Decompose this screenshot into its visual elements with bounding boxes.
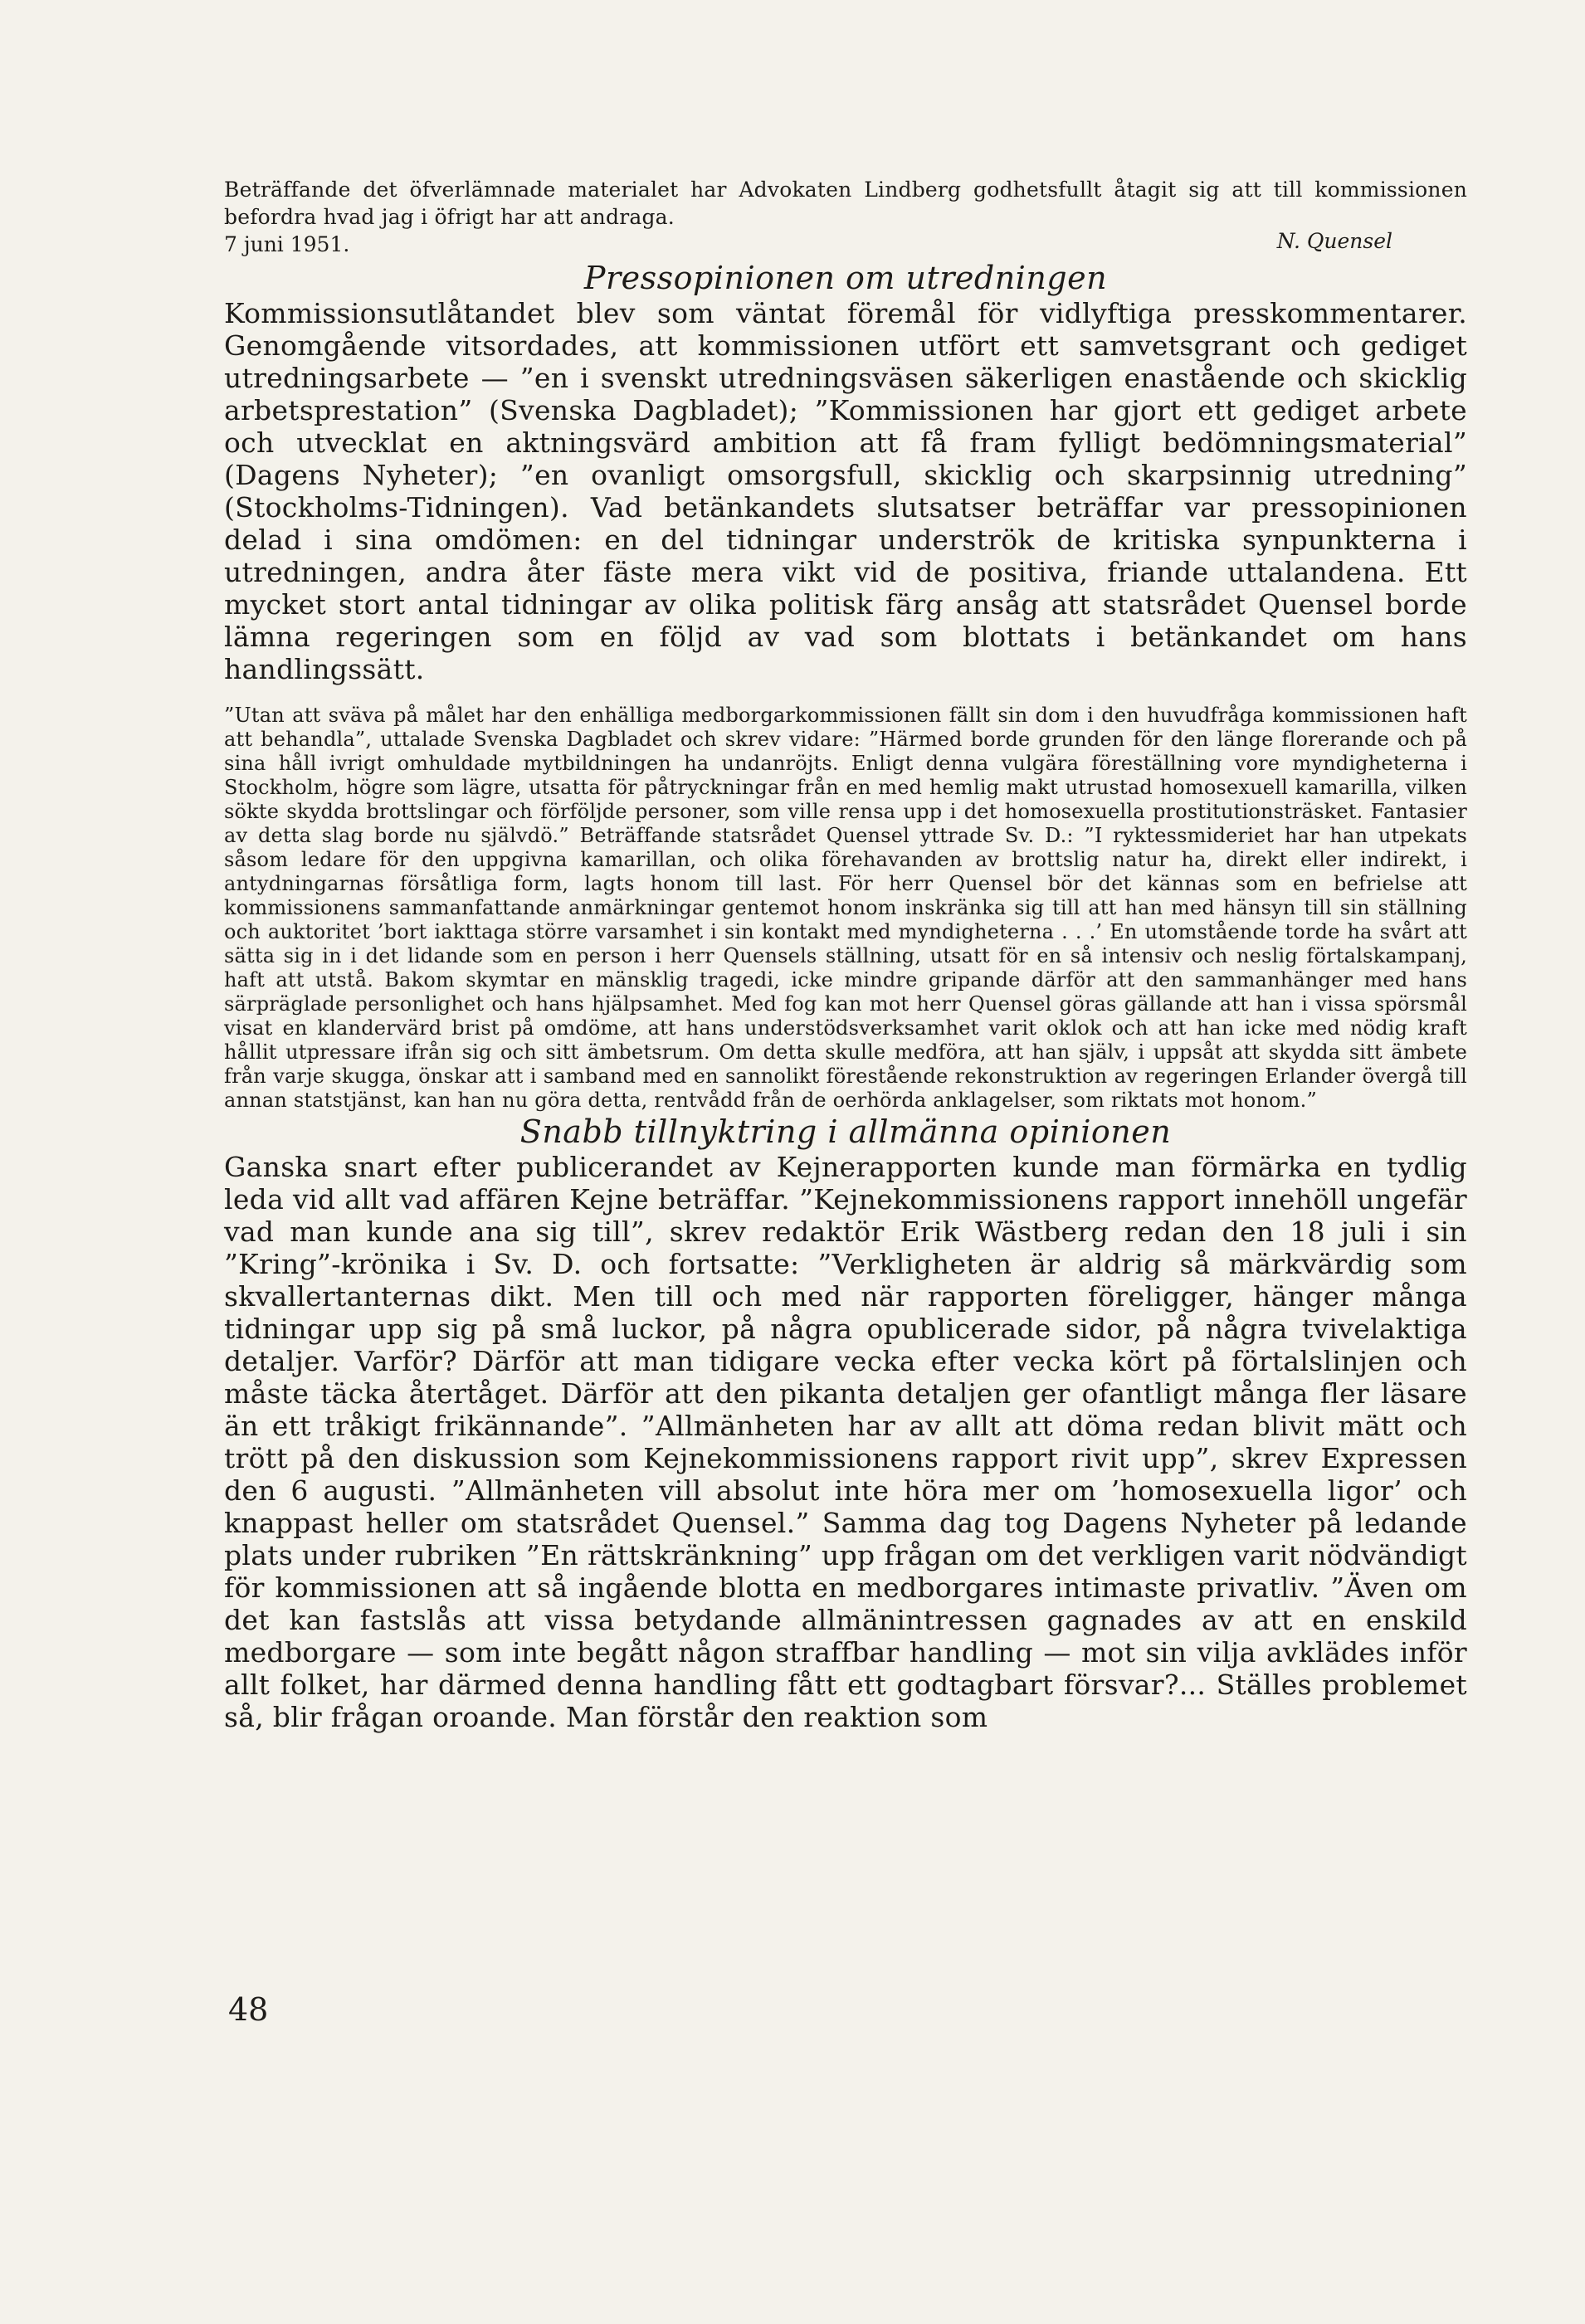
letter-signature: N. Quensel bbox=[1276, 229, 1392, 253]
intro-note: Beträffande det öfverlämnade materialet har Advokaten Lindberg godhetsfullt åtagit sig att till kommissionen befordra hvad jag i öfrigt har att andraga. bbox=[224, 178, 1467, 229]
text-column bbox=[224, 176, 1467, 1733]
svd-quote: ”Utan att sväva på målet har den enhälliga medborgarkommissionen fällt sin dom i den huvudfråga kommissionen haft att behandla”, uttalade Svenska Dagbladet och skrev vidare: ”Härmed borde grunden för den länge florerande och på sina håll ivrigt omhuldade mytbildningen ha undanröjts. Enligt denna vulgära föreställning vore myndigheterna i Stockholm, högre som lägre, utsatta för påtryckningar från en med hemlig makt utrustad homosexuell kamarilla, vilken sökte skydda brottslingar och förföljde personer, som ville rensa upp i det homosexuella prostitutionsträsket. Fantasier av detta slag borde nu självdö.” Beträffande statsrådet Quensel yttrade Sv. D.: ”I ryktessmideriet har han utpekats såsom ledare för den uppgivna kamarillan, och olika förehavanden av brottslig natur ha, direkt eller indirekt, i antydningarnas försåtliga form, lagts honom till last. För herr Quensel bör det kännas som en befrielse att kommissionens sammanfattande anmärkningar gentemot honom inskränka sig till att han med hänsyn till sin ställning och auktoritet ’bort iakttaga större varsamhet i sin kontakt med myndigheterna . . .’ En utomstående torde ha svårt att sätta sig in i det lidande som en person i herr Quensels ställning, utsatt för en så intensiv och neslig förtalskampanj, haft att utstå. Bakom skymtar en mänsklig tragedi, icke mindre gripande därför att den sammanhänger med hans särpräglade personlighet och hans hjälpsamhet. Med fog kan mot herr Quensel göras gällande att han i vissa spörsmål visat en klandervärd brist på omdöme, att hans understödsverksamhet varit oklok och att han icke med nödig kraft hållit utpressare ifrån sig och sitt ämbetsrum. Om detta skulle medföra, att han själv, i uppsåt att skydda sitt ämbete från varje skugga, önskar att i samband med en sannolikt förestående rekonstruktion av regeringen Erlander övergå till annan statstjänst, kan han nu göra detta, rentvådd från de oerhörda anklagelser, som riktats mot honom.” bbox=[224, 704, 1467, 1112]
section-heading-press-opinion: Pressopinionen om utredningen bbox=[583, 260, 1108, 296]
section-heading-public-opinion: Snabb tillnyktring i allmänna opinionen bbox=[519, 1113, 1172, 1150]
date-signature-line bbox=[224, 231, 1467, 259]
public-opinion-paragraph: Ganska snart efter publicerandet av Kejnerapporten kunde man förmärka en tydlig leda vid allt vad affären Kejne beträffar. ”Kejnekommissionens rapport innehöll ungefär vad man kunde ana sig till”, skrev redaktör Erik Wästberg redan den 18 juli i sin ”Kring”-krönika i Sv. D. och fortsatte: ”Verkligheten är aldrig så märkvärdig som skvallertanternas dikt. Men till och med när rapporten föreligger, hänger många tidningar upp sig på små luckor, på några opublicerade sidor, på några tvivelaktiga detaljer. Varför? Därför att man tidigare vecka efter vecka kört på förtalslinjen och måste täcka återtåget. Därför att den pikanta detaljen ger ofantligt många fler läsare än ett tråkigt frikännande”. ”Allmänheten har av allt att döma redan blivit mätt och trött på den diskussion som Kejnekommissionens rapport rivit upp”, skrev Expressen den 6 augusti. ”Allmänheten vill absolut inte höra mer om ’homosexuella ligor’ och knappast heller om statsrådet Quensel.” Samma dag tog Dagens Nyheter på ledande plats under rubriken ”En rättskränkning” upp frågan om det verkligen varit nödvändigt för kommissionen att så ingående blotta en medborgares intimaste privatliv. ”Även om det kan fastslås att vissa betydande allmänintressen gagnades av att en enskild medborgare — som inte begått någon straffbar handling — mot sin vilja avklädes inför allt folket, har därmed denna handling fått ett godtagbart försvar?... Ställes problemet så, blir frågan oroande. Man förstår den reaktion som bbox=[224, 1151, 1467, 1733]
page-number: 48 bbox=[228, 1991, 269, 2028]
press-opinion-paragraph: Kommissionsutlåtandet blev som väntat föremål för vidlyftiga presskommentarer. Genomgående vitsordades, att kommissionen utfört ett samvetsgrant och gediget utredningsarbete — ”en i svenskt utredningsväsen säkerligen enastående och skicklig arbetsprestation” (Svenska Dagbladet); ”Kommissionen har gjort ett gediget arbete och utvecklat en aktningsvärd ambition att få fram fylligt bedömningsmaterial” (Dagens Nyheter); ”en ovanligt omsorgsfull, skicklig och skarpsinnig utredning” (Stockholms-Tidningen). Vad betänkandets slutsatser beträffar var pressopinionen delad i sina omdömen: en del tidningar underströk de kritiska synpunkterna i utredningen, andra åter fäste mera vikt vid de positiva, friande uttalandena. Ett mycket stort antal tidningar av olika politisk färg ansåg att statsrådet Quensel borde lämna regeringen som en följd av vad som blottats i betänkandet om hans handlingssätt. bbox=[224, 297, 1467, 685]
letter-date: 7 juni 1951. bbox=[224, 232, 350, 256]
